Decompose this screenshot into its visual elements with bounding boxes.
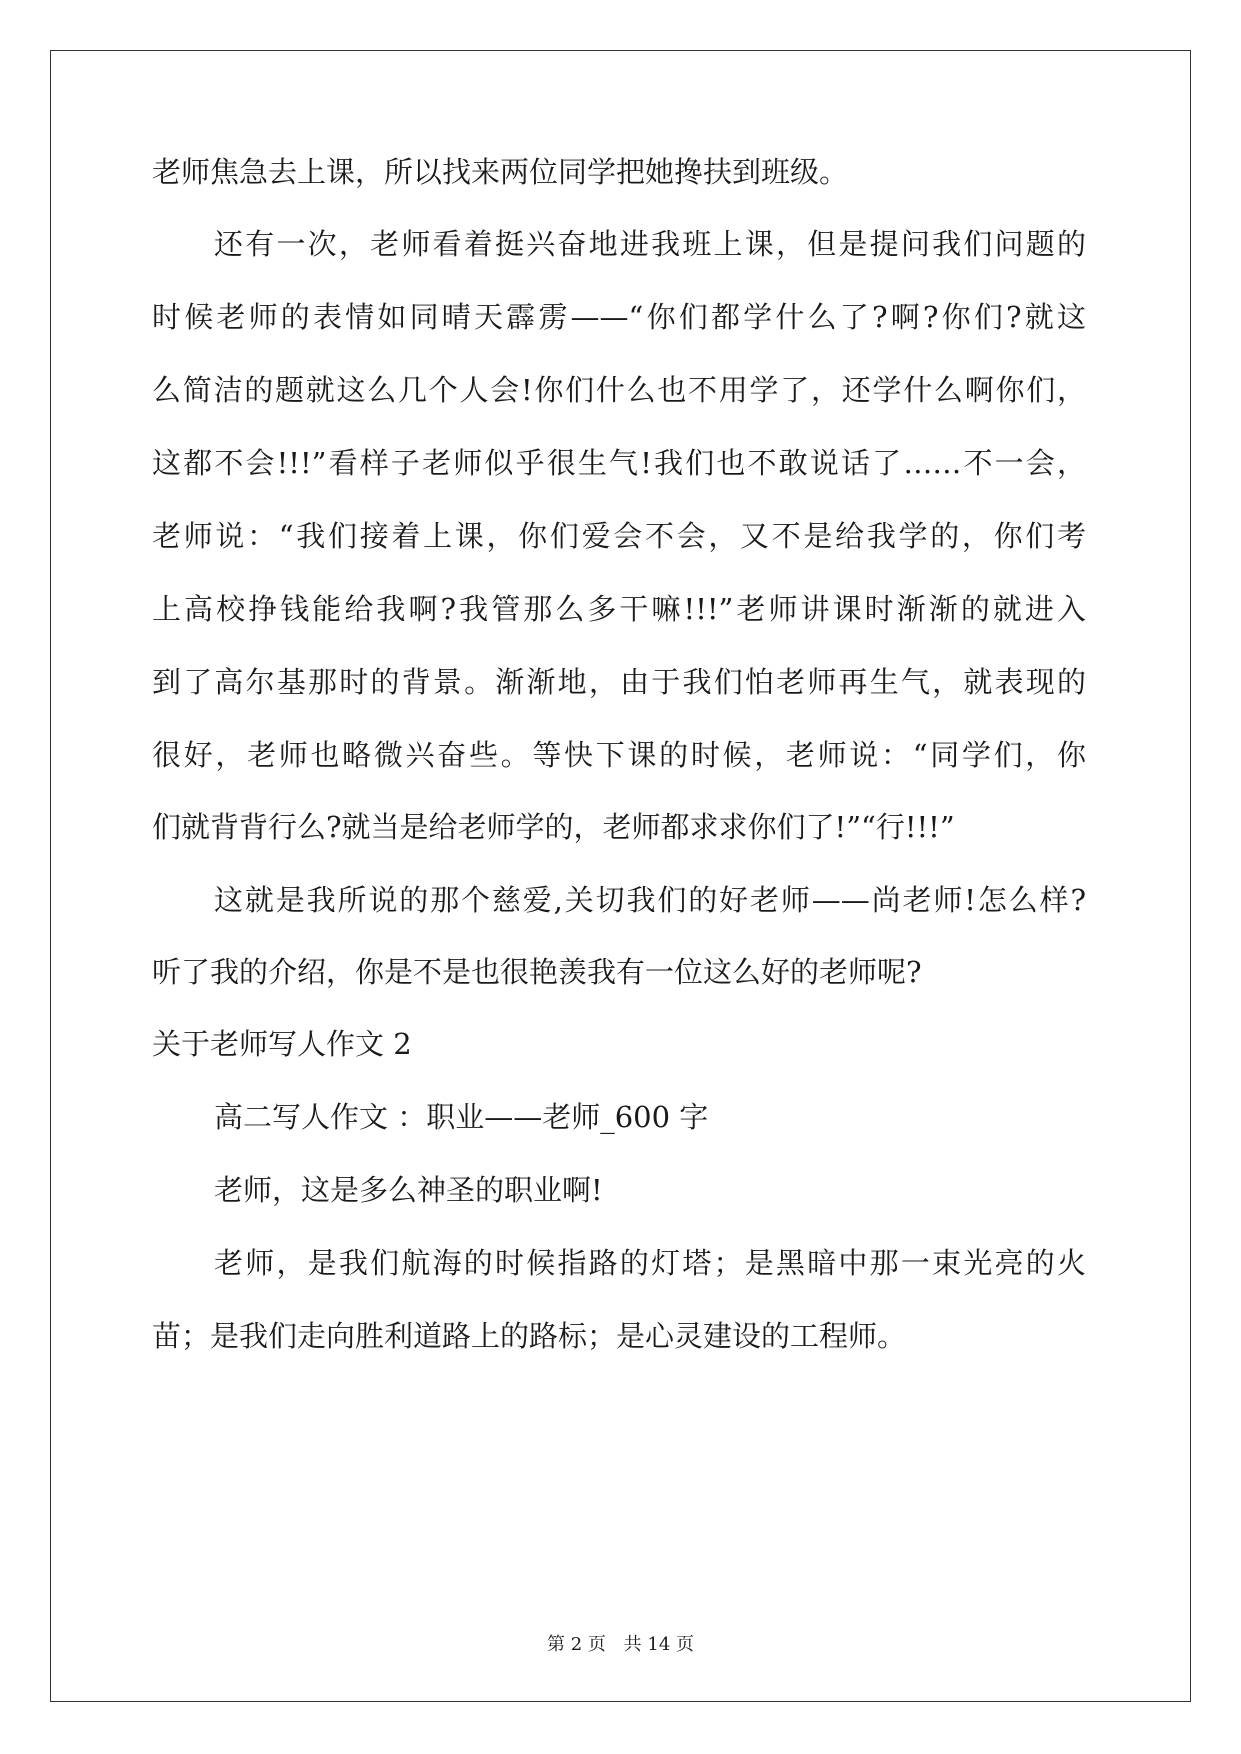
paragraph-line: 时候老师的表情如同晴天霹雳——“你们都学什么了?啊?你们?就这 bbox=[152, 300, 1086, 334]
subtitle: 高二写人作文 ：职业——老师_600 字 bbox=[214, 1100, 709, 1134]
paragraph-line: 到了高尔基那时的背景。渐渐地，由于我们怕老师再生气，就表现的 bbox=[152, 665, 1086, 699]
paragraph-line: 苗；是我们走向胜利道路上的路标；是心灵建设的工程师。 bbox=[152, 1319, 907, 1353]
paragraph-line: 老师焦急去上课，所以找来两位同学把她搀扶到班级。 bbox=[152, 155, 849, 189]
paragraph-line: 上高校挣钱能给我啊?我管那么多干嘛!!!”老师讲课时渐渐的就进入 bbox=[152, 592, 1086, 626]
paragraph-line: 很好，老师也略微兴奋些。等快下课的时候，老师说：“同学们，你 bbox=[152, 738, 1086, 772]
paragraph-line: 这都不会!!!”看样子老师似乎很生气!我们也不敢说话了……不一会， bbox=[152, 446, 1086, 480]
paragraph-line: 老师说：“我们接着上课，你们爱会不会，又不是给我学的，你们考 bbox=[152, 519, 1086, 553]
section-title: 关于老师写人作文 2 bbox=[152, 1027, 412, 1061]
paragraph-line: 听了我的介绍，你是不是也很艳羡我有一位这么好的老师呢? bbox=[152, 955, 922, 989]
page-number: 第 2 页 bbox=[547, 1634, 606, 1655]
paragraph-line: 老师，这是多么神圣的职业啊! bbox=[214, 1173, 603, 1207]
paragraph-line: 还有一次，老师看着挺兴奋地进我班上课，但是提问我们问题的 bbox=[214, 227, 1086, 261]
paragraph-line: 们就背背行么?就当是给老师学的，老师都求求你们了!”“行!!!” bbox=[152, 810, 955, 844]
paragraph-line: 老师，是我们航海的时候指路的灯塔；是黑暗中那一束光亮的火 bbox=[214, 1246, 1086, 1280]
page-footer bbox=[0, 1630, 1241, 1656]
total-pages: 共 14 页 bbox=[623, 1634, 694, 1655]
paragraph-line: 么简洁的题就这么几个人会!你们什么也不用学了，还学什么啊你们， bbox=[152, 373, 1086, 407]
paragraph-line: 这就是我所说的那个慈爱,关切我们的好老师——尚老师!怎么样? bbox=[214, 883, 1086, 917]
page-border bbox=[50, 50, 1191, 1702]
